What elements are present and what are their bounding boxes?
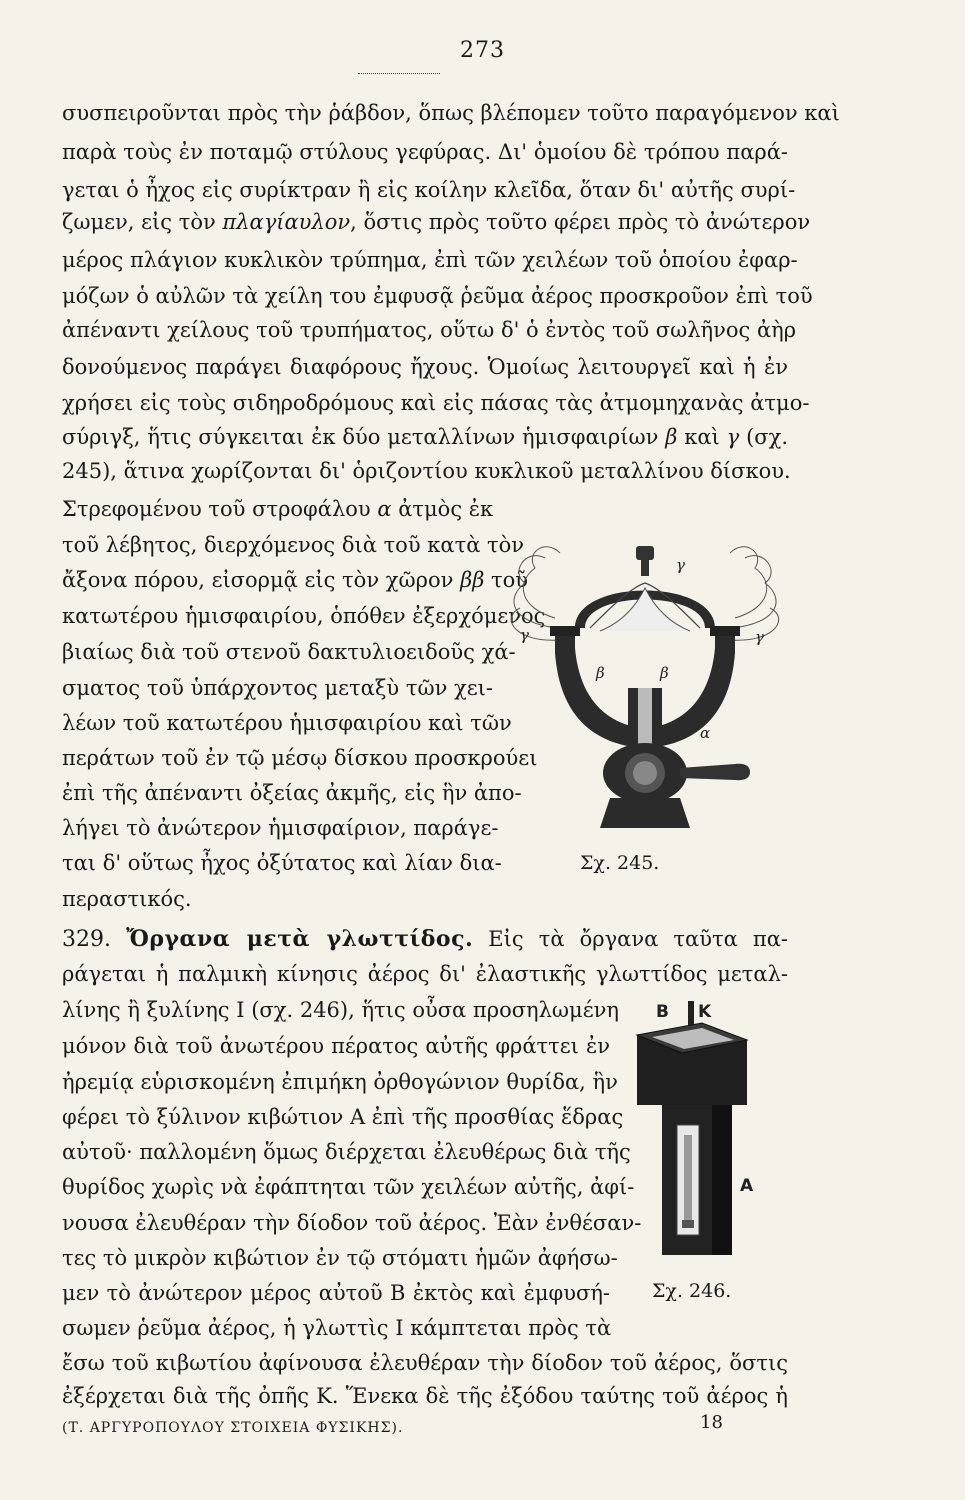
figure-246-caption: Σχ. 246. xyxy=(652,1280,732,1302)
label-A: A xyxy=(740,1176,754,1196)
hemisphere-knob xyxy=(636,546,654,560)
symbol-beta-beta: ββ xyxy=(460,568,485,592)
label-B: B xyxy=(656,1002,669,1022)
text-line: τοῦ λέβητος, διερχόμενος διὰ τοῦ κατὰ τὸν xyxy=(62,533,525,557)
text-line: 245), ἅτινα χωρίζονται δι' ὁριζοντίου κυκλικοῦ μεταλλίνου δίσκου. xyxy=(62,459,791,483)
text-line: ἐξέρχεται διὰ τῆς ὀπῆς Κ. Ἕνεκα δὲ τῆς ἐξόδου ταύτης τοῦ ἀέρος ἡ xyxy=(62,1384,788,1408)
text-line: σωμεν ῥεῦμα ἀέρος, ἡ γλωττὶς Ι κάμπτεται πρὸς τὰ xyxy=(62,1316,612,1340)
label-beta-left: β xyxy=(596,664,605,682)
label-gamma-left: γ xyxy=(520,626,529,644)
page-number: 273 xyxy=(460,38,505,63)
emphasized-term: πλαγίαυλον xyxy=(222,210,351,234)
text-fragment: Εἰς τὰ ὄργανα ταῦτα πα- xyxy=(488,927,788,951)
text-line: περάτων τοῦ ἐν τῷ μέσῳ δίσκου προσκρούει xyxy=(62,746,538,770)
figure-245-caption: Σχ. 245. xyxy=(580,852,660,874)
text-line: μόζων ὁ αὐλῶν τὰ χείλη του ἐμφυσᾷ ῥεῦμα ἀέρος προσκροῦον ἐπὶ τοῦ xyxy=(62,284,813,308)
text-line: λίνης ἢ ξυλίνης Ι (σχ. 246), ἥτις οὖσα προσηλωμένη xyxy=(62,998,619,1022)
text-line: ἐπὶ τῆς ἀπέναντι ὀξείας ἀκμῆς, εἰς ἣν ἀπο- xyxy=(62,781,522,805)
figure-246-reed-box xyxy=(622,995,772,1285)
footer-book-title: (Τ. ΑΡΓΥΡΟΠΟΥΛΟΥ ΣΤΟΙΧΕΙΑ ΦΥΣΙΚΗΣ). xyxy=(62,1420,404,1436)
section-number: 329. xyxy=(62,927,111,952)
text-line: λέων τοῦ κατωτέρου ἡμισφαιρίου καὶ τῶν xyxy=(62,711,512,735)
symbol-beta: β xyxy=(665,425,678,449)
figure-245-steam-whistle xyxy=(500,528,790,828)
signature-number: 18 xyxy=(700,1412,723,1433)
text-line xyxy=(62,424,788,450)
text-line: ται δ' οὕτως ἦχος ὀξύτατος καὶ λίαν δια- xyxy=(62,851,502,875)
text-line: περαστικός. xyxy=(62,887,192,911)
text-line: λήγει τὸ ἀνώτερον ἡμισφαίριον, παράγε- xyxy=(62,816,499,840)
text-fragment: Στρεφομένου τοῦ στροφάλου xyxy=(62,497,371,521)
text-fragment: , ὅστις πρὸς τοῦτο φέρει πρὸς τὸ ἀνώτερον xyxy=(350,210,811,234)
symbol-gamma: γ xyxy=(726,425,740,449)
label-gamma-top: γ xyxy=(676,556,685,574)
text-line: ράγεται ἡ παλμικὴ κίνησις ἀέρος δι' ἐλαστικῆς γλωττίδος μεταλ- xyxy=(62,962,788,986)
crank-handle xyxy=(680,764,750,780)
text-line: σματος τοῦ ὑπάρχοντος μεταξὺ τῶν χει- xyxy=(62,676,493,700)
text-line: ἠρεμίᾳ εὑρισκομένη ἐπιμήκη ὀρθογώνιον θυρίδα, ἣν xyxy=(62,1070,618,1094)
text-line: τες τὸ μικρὸν κιβώτιον ἐν τῷ στόματι ἡμῶν ἀφήσω- xyxy=(62,1246,618,1270)
section-title: Ὄργανα μετὰ γλωττίδος. xyxy=(126,926,474,952)
text-line: συσπειροῦνται πρὸς τὴν ῥάβδον, ὅπως βλέπομεν τοῦτο παραγόμενον καὶ xyxy=(62,101,840,125)
whistle-base xyxy=(600,798,690,828)
text-line: θυρίδος χωρὶς νὰ ἐφάπτηται τῶν χειλέων αὐτῆς, ἀφί- xyxy=(62,1175,635,1199)
label-alpha: α xyxy=(700,724,711,742)
text-line xyxy=(62,567,529,593)
section-heading-line xyxy=(62,926,788,953)
text-line: χρήσει εἰς τοὺς σιδηροδρόμους καὶ εἰς πάσας τὰς ἀτμομηχανὰς ἀτμο- xyxy=(62,391,810,415)
text-line: ἔσω τοῦ κιβωτίου ἀφίνουσα ἐλευθέραν τὴν δίοδον τοῦ ἀέρος, ὅστις xyxy=(62,1351,788,1375)
text-line: δονούμενος παράγει διαφόρους ἤχους. Ὁμοίως λειτουργεῖ καὶ ἡ ἐν xyxy=(62,355,788,379)
text-line: μέρος πλάγιον κυκλικὸν τρύπημα, ἐπὶ τῶν χειλέων τοῦ ὁποίου ἐφαρ- xyxy=(62,248,798,272)
page-number-rule xyxy=(358,73,440,74)
text-fragment: καὶ xyxy=(684,425,720,449)
text-fragment: ζωμεν, εἰς τὸν xyxy=(62,210,216,234)
text-line: μεν τὸ ἀνώτερον μέρος αὐτοῦ Β ἐκτὸς καὶ ἐμφυσή- xyxy=(62,1281,610,1305)
text-line xyxy=(62,496,494,522)
text-fragment: ἀτμὸς ἐκ xyxy=(398,497,494,521)
text-line: κατωτέρου ἡμισφαιρίου, ὁπόθεν ἐξερχόμενος xyxy=(62,604,546,628)
text-line: γεται ὁ ἦχος εἰς συρίκτραν ἢ εἰς κοίλην κλεῖδα, ὅταν δι' αὐτῆς συρί- xyxy=(62,178,796,202)
text-line xyxy=(62,209,811,235)
label-beta-right: β xyxy=(660,664,669,682)
text-line: μόνον διὰ τοῦ ἀνωτέρου πέρατος αὐτῆς φράττει ἐν xyxy=(62,1034,610,1058)
text-fragment: τοῦ xyxy=(491,568,529,592)
text-line: αὐτοῦ· παλλομένη ὅμως διέρχεται ἐλευθέρως διὰ τῆς xyxy=(62,1140,631,1164)
symbol-alpha: α xyxy=(377,497,392,521)
label-gamma-right: γ xyxy=(755,628,764,646)
text-line: νουσα ἐλευθέραν τὴν δίοδον τοῦ ἀέρος. Ἐὰν ἐνθέσαν- xyxy=(62,1211,642,1235)
label-K: K xyxy=(698,1002,712,1022)
text-fragment: (σχ. xyxy=(746,425,788,449)
text-fragment: σύριγξ, ἥτις σύγκειται ἐκ δύο μεταλλίνων ἡμισφαιρίων xyxy=(62,425,659,449)
text-line: βιαίως διὰ τοῦ στενοῦ δακτυλιοειδοῦς χά- xyxy=(62,640,516,664)
text-line: φέρει τὸ ξύλινον κιβώτιον Α ἐπὶ τῆς προσθίας ἕδρας xyxy=(62,1105,624,1129)
text-line: παρὰ τοὺς ἐν ποταμῷ στύλους γεφύρας. Δι' ὁμοίου δὲ τρόπου παρά- xyxy=(62,140,788,164)
text-line: ἀπέναντι χείλους τοῦ τρυπήματος, οὕτω δ' ὁ ἐντὸς τοῦ σωλῆνος ἀὴρ xyxy=(62,318,797,342)
text-fragment: ἄξονα πόρου, εἰσορμᾷ εἰς τὸν χῶρον xyxy=(62,568,454,592)
